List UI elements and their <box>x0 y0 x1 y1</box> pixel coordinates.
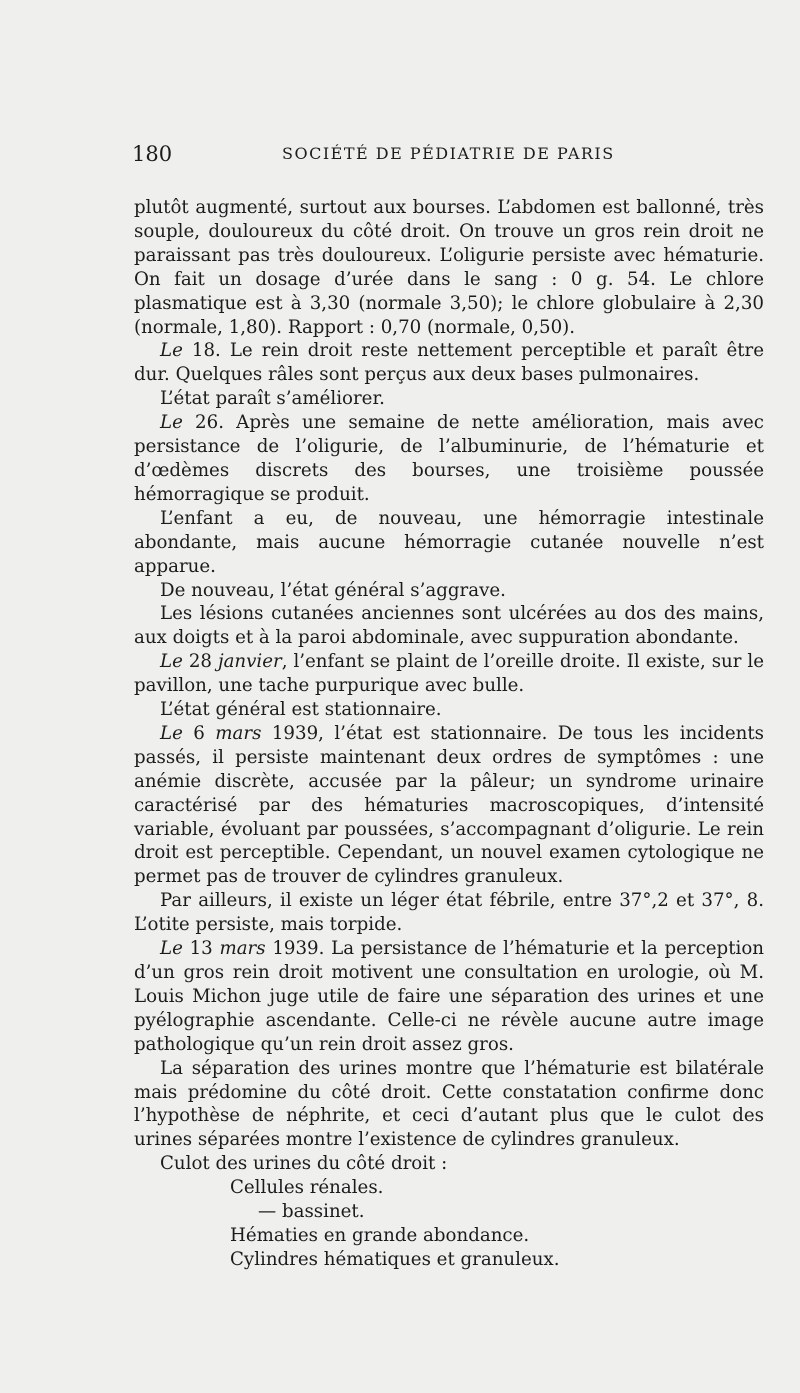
paragraph: Le 6 mars 1939, l’état est stationnaire. De tous les incidents passés, il persiste maintenant deux ordres de symptômes : une anémie discrète, accusée par la pâleur; un syndrome urinaire caractérisé par des hématuries macroscopiques, d’intensité variable, évoluant par poussées, s’accompagnant d’oligurie. Le rein droit est perceptible. Cependant, un nouvel examen cytologique ne permet pas de trouver de cylindres granuleux. <box>134 722 764 888</box>
list-item: — bassinet. <box>258 1201 365 1223</box>
paragraph: De nouveau, l’état général s’aggrave. <box>160 579 506 601</box>
page-header <box>132 142 762 172</box>
paragraph: Le 26. Après une semaine de nette amélioration, mais avec persistance de l’oligurie, de l’albuminurie, de l’hématurie et d’œdèmes discrets des bourses, une troisième poussée hémorragique se produit. <box>134 412 764 505</box>
paragraph: La séparation des urines montre que l’hématurie est bilatérale mais prédomine du côté droit. Cette constatation confirme donc l’hypothèse de néphrite, et ceci d’autant plus que le culot des urines séparées montre l’existence de cylindres granuleux. <box>134 1057 764 1151</box>
paragraph: L’enfant a eu, de nouveau, une hémorragie intestinale abondante, mais aucune hémorragie cutanée nouvelle n’est apparue. <box>134 507 764 577</box>
list-item: Hématies en grande abondance. <box>230 1224 530 1246</box>
paragraph: Culot des urines du côté droit : <box>160 1153 448 1175</box>
running-title: SOCIÉTÉ DE PÉDIATRIE DE PARIS <box>282 144 615 163</box>
page-number: 180 <box>132 142 173 166</box>
paragraph: Le 13 mars 1939. La persistance de l’hématurie et la perception d’un gros rein droit motivent une consultation en urologie, où M. Louis Michon juge utile de faire une séparation des urines et une pyélographie ascendante. Celle-ci ne révèle aucune autre image pathologique qu’un rein droit assez gros. <box>134 938 764 1055</box>
paragraph: Les lésions cutanées anciennes sont ulcérées au dos des mains, aux doigts et à la paroi abdominale, avec suppuration abondante. <box>134 603 764 649</box>
urine-sediment-list <box>134 1176 764 1272</box>
body-text <box>134 196 764 1272</box>
list-item: Cellules rénales. <box>230 1177 384 1199</box>
paragraph: Le 18. Le rein droit reste nettement perceptible et paraît être dur. Quelques râles sont perçus aux deux bases pulmonaires. <box>134 340 764 386</box>
paragraph: plutôt augmenté, surtout aux bourses. L’abdomen est ballonné, très souple, douloureux du côté droit. On trouve un gros rein droit ne paraissant pas très douloureux. L’oligurie persiste avec hématurie. On fait un dosage d’urée dans le sang : 0 g. 54. Le chlore plasmatique est à 3,30 (normale 3,50); le chlore globulaire à 2,30 (normale, 1,80). Rapport : 0,70 (normale, 0,50). <box>134 197 764 338</box>
list-item: Cylindres hématiques et granuleux. <box>230 1248 560 1270</box>
paragraph: L’état paraît s’améliorer. <box>160 388 385 410</box>
paragraph: Le 28 janvier, l’enfant se plaint de l’oreille droite. Il existe, sur le pavillon, une tache purpurique avec bulle. <box>134 651 764 697</box>
paragraph: L’état général est stationnaire. <box>160 699 442 721</box>
paragraph: Par ailleurs, il existe un léger état fébrile, entre 37°,2 et 37°, 8. L’otite persiste, mais torpide. <box>134 890 764 936</box>
